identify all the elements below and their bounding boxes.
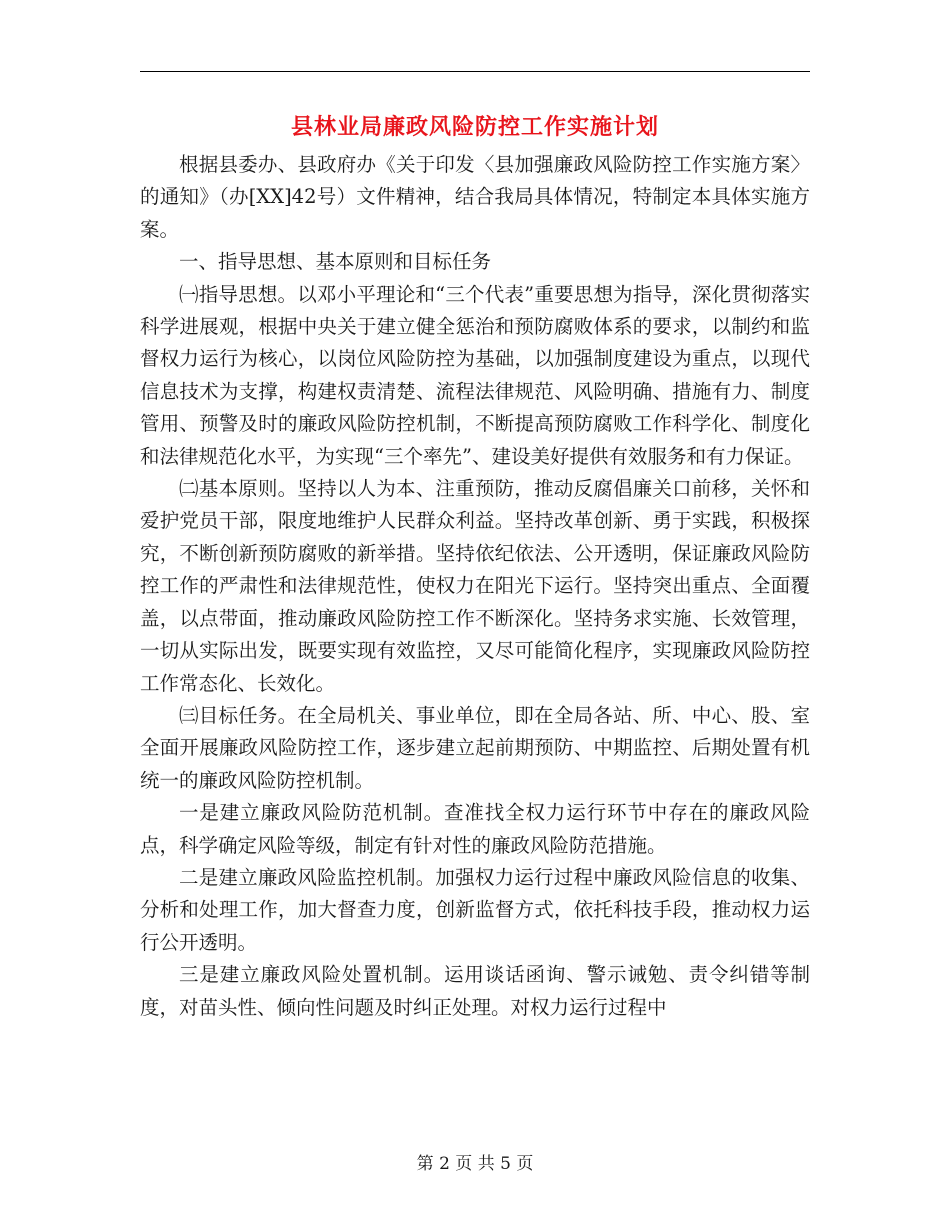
header-rule bbox=[140, 71, 810, 72]
paragraph-guiding-thought: ㈠指导思想。以邓小平理论和“三个代表”重要思想为指导，深化贯彻落实科学进展观，根据中央关于建立健全惩治和预防腐败体系的要求，以制约和监督权力运行为核心，以岗位风险防控为基础，以加强制度建设为重点，以现代信息技术为支撑，构建权责清楚、流程法律规范、风险明确、措施有力、制度管用、预警及时的廉政风险防控机制，不断提高预防腐败工作科学化、制度化和法律规范化水平，为实现“三个率先”、建设美好提供有效服务和有力保证。 bbox=[140, 282, 810, 468]
page-number: 第 2 页 共 5 页 bbox=[416, 1154, 534, 1174]
paragraph-monitoring-mechanism: 二是建立廉政风险监控机制。加强权力运行过程中廉政风险信息的收集、分析和处理工作，加大督查力度，创新监督方式，依托科技手段，推动权力运行公开透明。 bbox=[140, 865, 810, 954]
paragraph-basic-principles: ㈡基本原则。坚持以人为本、注重预防，推动反腐倡廉关口前移，关怀和爱护党员干部，限度地维护人民群众利益。坚持改革创新、勇于实践，积极探究，不断创新预防腐败的新举措。坚持依纪依法、公开透明，保证廉政风险防控工作的严肃性和法律规范性，使权力在阳光下运行。坚持突出重点、全面覆盖，以点带面，推动廉政风险防控工作不断深化。坚持务求实施、长效管理，一切从实际出发，既要实现有效监控，又尽可能简化程序，实现廉政风险防控工作常态化、长效化。 bbox=[140, 477, 810, 695]
paragraph-handling-mechanism: 三是建立廉政风险处置机制。运用谈话函询、警示诫勉、责令纠错等制度，对苗头性、倾向性问题及时纠正处理。对权力运行过程中 bbox=[140, 963, 810, 1019]
paragraph-prevention-mechanism: 一是建立廉政风险防范机制。查准找全权力运行环节中存在的廉政风险点，科学确定风险等级，制定有针对性的廉政风险防范措施。 bbox=[140, 801, 810, 857]
document-body bbox=[140, 149, 810, 1024]
section-heading-1: 一、指导思想、基本原则和目标任务 bbox=[179, 250, 492, 274]
paragraph-intro: 根据县委办、县政府办《关于印发〈县加强廉政风险防控工作实施方案〉的通知》（办[XX]42号）文件精神，结合我局具体情况，特制定本具体实施方案。 bbox=[140, 153, 810, 241]
document-title: 县林业局廉政风险防控工作实施计划 bbox=[290, 114, 659, 140]
paragraph-goals-tasks: ㈢目标任务。在全局机关、事业单位，即在全局各站、所、中心、股、室全面开展廉政风险防控工作，逐步建立起前期预防、中期监控、后期处置有机统一的廉政风险防控机制。 bbox=[140, 703, 810, 792]
